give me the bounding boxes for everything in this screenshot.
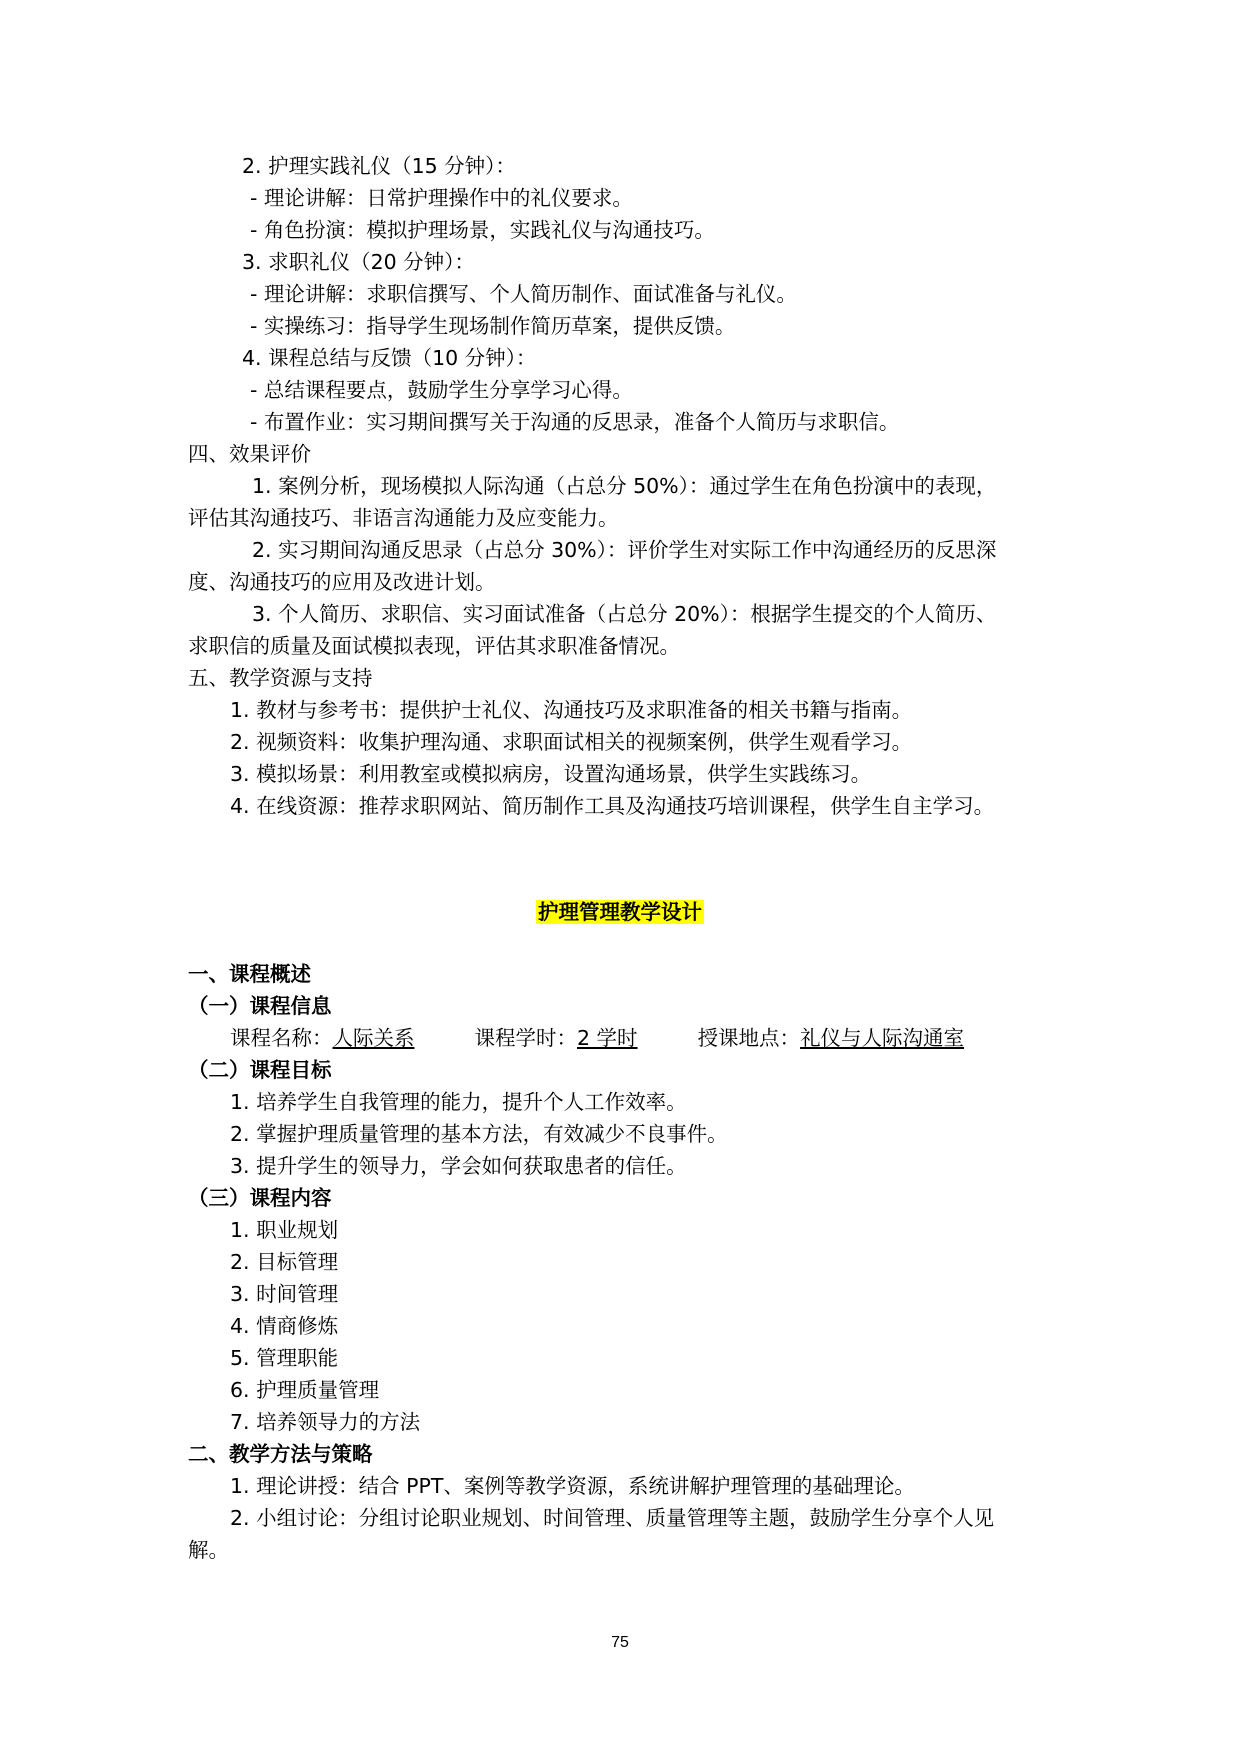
list-item: 1. 培养学生自我管理的能力，提升个人工作效率。 xyxy=(230,1090,687,1114)
course-name-label: 课程名称： xyxy=(230,1026,333,1050)
list-item: 1. 教材与参考书：提供护士礼仪、沟通技巧及求职准备的相关书籍与指南。 xyxy=(230,698,913,722)
list-item: 2. 小组讨论：分组讨论职业规划、时间管理、质量管理等主题，鼓励学生分享个人见 xyxy=(230,1506,995,1530)
list-item: - 角色扮演：模拟护理场景，实践礼仪与沟通技巧。 xyxy=(250,218,715,242)
list-item: 2. 护理实践礼仪（15 分钟）： xyxy=(242,154,516,178)
course-place-value: 礼仪与人际沟通室 xyxy=(800,1026,965,1050)
list-item: 3. 提升学生的领导力，学会如何获取患者的信任。 xyxy=(230,1154,687,1178)
section-heading: 五、教学资源与支持 xyxy=(188,666,373,690)
list-item: 5. 管理职能 xyxy=(230,1346,339,1370)
list-item: 1. 理论讲授：结合 PPT、案例等教学资源，系统讲解护理管理的基础理论。 xyxy=(230,1474,915,1498)
course-hours-label: 课程学时： xyxy=(474,1026,577,1050)
course-hours-value: 2 学时 xyxy=(577,1026,638,1050)
list-item: - 理论讲解：日常护理操作中的礼仪要求。 xyxy=(250,186,633,210)
list-item: - 实操练习：指导学生现场制作简历草案，提供反馈。 xyxy=(250,314,736,338)
method-heading: 二、教学方法与策略 xyxy=(188,1442,373,1466)
course-name-value: 人际关系 xyxy=(332,1026,415,1050)
paragraph-line: 求职信的质量及面试模拟表现，评估其求职准备情况。 xyxy=(188,634,680,658)
course-place-label: 授课地点： xyxy=(697,1026,801,1050)
list-item: 2. 掌握护理质量管理的基本方法，有效减少不良事件。 xyxy=(230,1122,728,1146)
list-item: 3. 模拟场景：利用教室或模拟病房，设置沟通场景，供学生实践练习。 xyxy=(230,762,872,786)
page-number: 75 xyxy=(611,1634,629,1651)
paragraph-line: 度、沟通技巧的应用及改进计划。 xyxy=(188,570,496,594)
list-item: 4. 在线资源：推荐求职网站、简历制作工具及沟通技巧培训课程，供学生自主学习。 xyxy=(230,794,995,818)
list-item: 4. 课程总结与反馈（10 分钟）： xyxy=(242,346,537,370)
list-item: - 布置作业：实习期间撰写关于沟通的反思录，准备个人简历与求职信。 xyxy=(250,410,900,434)
list-item: 7. 培养领导力的方法 xyxy=(230,1410,421,1434)
section-title xyxy=(0,896,1240,928)
paragraph-line: 3. 个人简历、求职信、实习面试准备（占总分 20%）：根据学生提交的个人简历、 xyxy=(252,602,997,626)
course-goal-heading: （二）课程目标 xyxy=(188,1058,332,1082)
course-info-heading: （一）课程信息 xyxy=(188,994,332,1018)
list-item: - 理论讲解：求职信撰写、个人简历制作、面试准备与礼仪。 xyxy=(250,282,797,306)
list-item: 1. 职业规划 xyxy=(230,1218,339,1242)
list-item: 4. 情商修炼 xyxy=(230,1314,339,1338)
course-info-row xyxy=(230,1022,964,1054)
list-item: 6. 护理质量管理 xyxy=(230,1378,380,1402)
list-item: 3. 求职礼仪（20 分钟）： xyxy=(242,250,475,274)
course-content-heading: （三）课程内容 xyxy=(188,1186,332,1210)
section-heading: 四、效果评价 xyxy=(188,442,311,466)
section-title-text: 护理管理教学设计 xyxy=(538,900,702,924)
list-item: 2. 视频资料：收集护理沟通、求职面试相关的视频案例，供学生观看学习。 xyxy=(230,730,913,754)
list-item: 解。 xyxy=(188,1538,229,1562)
paragraph-line: 1. 案例分析，现场模拟人际沟通（占总分 50%）：通过学生在角色扮演中的表现， xyxy=(252,474,997,498)
list-item: 3. 时间管理 xyxy=(230,1282,339,1306)
paragraph-line: 2. 实习期间沟通反思录（占总分 30%）：评价学生对实际工作中沟通经历的反思深 xyxy=(252,538,997,562)
list-item: - 总结课程要点，鼓励学生分享学习心得。 xyxy=(250,378,633,402)
list-item: 2. 目标管理 xyxy=(230,1250,339,1274)
paragraph-line: 评估其沟通技巧、非语言沟通能力及应变能力。 xyxy=(188,506,619,530)
course-heading: 一、课程概述 xyxy=(188,962,311,986)
